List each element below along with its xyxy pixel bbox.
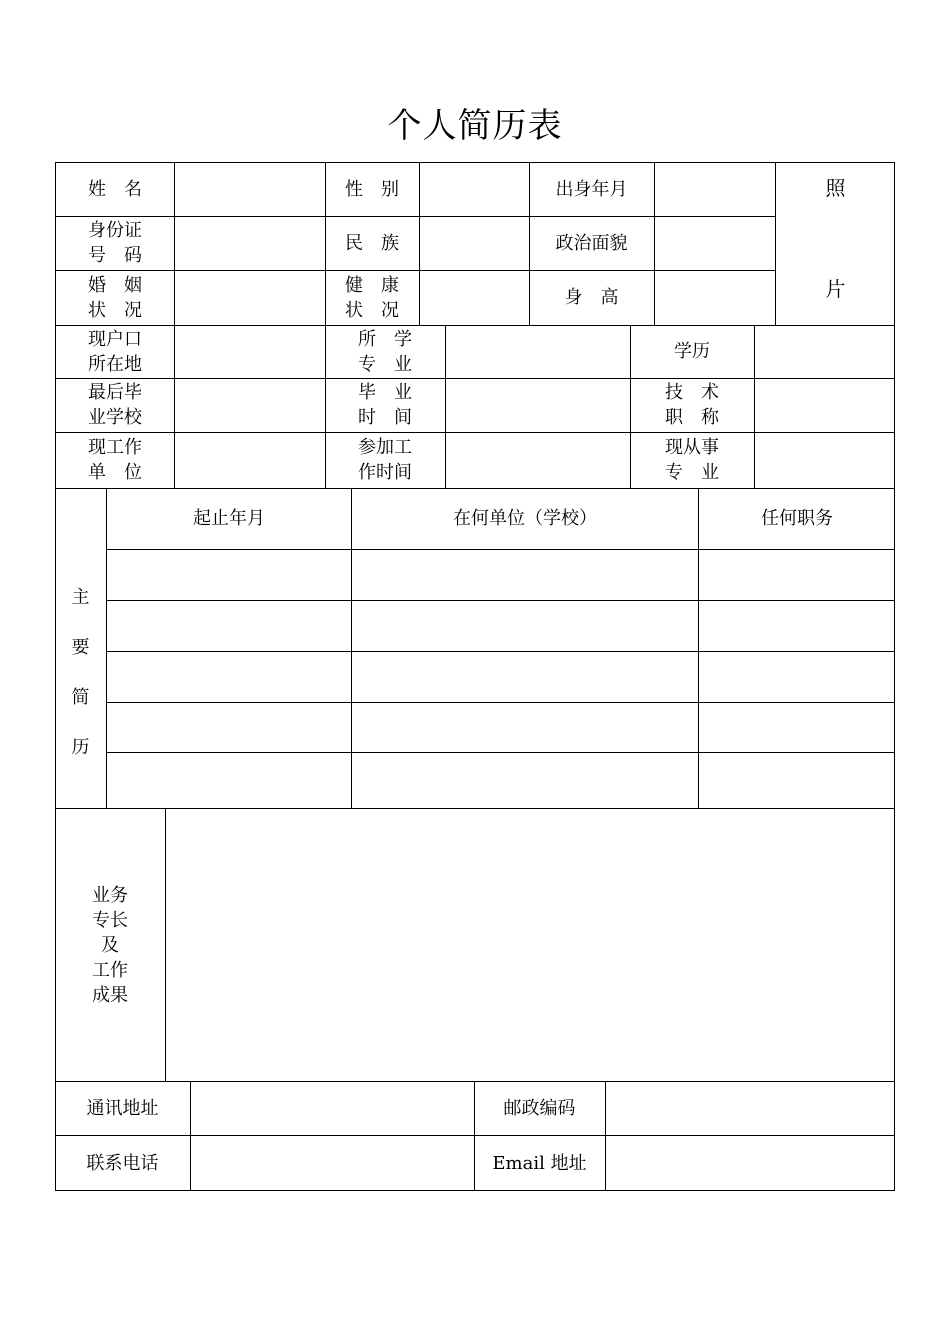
photo-label-bottom: 片 (825, 277, 846, 301)
history-cell[interactable] (699, 550, 895, 600)
photo-label-top: 照 (825, 176, 846, 200)
history-cell[interactable] (352, 753, 698, 808)
label-education: 学历 (674, 341, 710, 362)
label-skills: 业务 专长 及 工作 成果 (92, 884, 128, 1006)
field-name[interactable] (175, 162, 325, 216)
field-skills[interactable] (166, 809, 895, 1081)
history-header-position: 任何职务 (761, 508, 833, 529)
history-cell[interactable] (699, 601, 895, 651)
field-id-card[interactable] (175, 216, 325, 270)
label-grad-time: 毕 业 时 间 (358, 382, 412, 428)
history-cell[interactable] (699, 753, 895, 808)
history-cell[interactable] (107, 601, 351, 651)
field-education[interactable] (755, 325, 895, 378)
field-address[interactable] (191, 1081, 474, 1135)
label-marital: 婚 姻 状 况 (88, 274, 142, 321)
history-cell[interactable] (699, 703, 895, 752)
label-address: 通讯地址 (86, 1097, 159, 1119)
label-id-card: 身份证 号 码 (88, 220, 142, 266)
history-cell[interactable] (352, 652, 698, 702)
field-ethnicity[interactable] (420, 216, 529, 270)
history-cell[interactable] (107, 703, 351, 752)
field-major[interactable] (446, 325, 630, 378)
field-email[interactable] (606, 1135, 895, 1191)
label-employer: 现工作 单 位 (88, 437, 142, 483)
field-gender[interactable] (420, 162, 529, 216)
label-school: 最后毕 业学校 (88, 382, 142, 428)
label-height: 身 高 (564, 287, 619, 308)
field-political[interactable] (655, 216, 775, 270)
label-hukou: 现户口 所在地 (88, 328, 142, 375)
history-cell[interactable] (699, 652, 895, 702)
field-work-start[interactable] (446, 432, 630, 488)
field-employer[interactable] (175, 432, 325, 488)
photo-box[interactable] (776, 162, 895, 325)
history-side-char: 要 (71, 637, 90, 658)
field-tech-title[interactable] (755, 378, 895, 432)
field-grad-time[interactable] (446, 378, 630, 432)
history-cell[interactable] (352, 601, 698, 651)
label-current-field: 现从事 专 业 (665, 437, 719, 483)
history-cell[interactable] (352, 703, 698, 752)
history-cell[interactable] (107, 652, 351, 702)
history-side-char: 主 (71, 587, 90, 608)
history-side-char: 简 (71, 687, 90, 708)
page-title: 个人简历表 (387, 106, 563, 146)
history-cell[interactable] (107, 753, 351, 808)
field-current-field[interactable] (755, 432, 895, 488)
field-postcode[interactable] (606, 1081, 895, 1135)
label-phone: 联系电话 (86, 1152, 159, 1174)
field-phone[interactable] (191, 1135, 474, 1191)
field-birth[interactable] (655, 162, 775, 216)
label-tech-title: 技 术 职 称 (665, 382, 719, 428)
label-political: 政治面貌 (555, 232, 628, 254)
field-marital[interactable] (175, 270, 325, 325)
history-header-period: 起止年月 (193, 508, 265, 529)
label-name: 姓 名 (88, 178, 142, 200)
field-health[interactable] (420, 270, 529, 325)
history-cell[interactable] (352, 550, 698, 600)
label-email: Email 地址 (492, 1152, 587, 1174)
history-cell[interactable] (107, 550, 351, 600)
label-work-start: 参加工 作时间 (358, 437, 412, 483)
label-gender: 性 别 (345, 178, 399, 200)
field-school[interactable] (175, 378, 325, 432)
label-postcode: 邮政编码 (503, 1097, 576, 1119)
label-ethnicity: 民 族 (345, 232, 399, 254)
label-health: 健 康 状 况 (345, 274, 399, 321)
label-major: 所 学 专 业 (358, 328, 412, 375)
field-hukou[interactable] (175, 325, 325, 378)
label-birth: 出身年月 (555, 178, 628, 200)
history-side-char: 历 (71, 737, 90, 758)
history-header-unit: 在何单位（学校） (453, 508, 597, 529)
field-height[interactable] (655, 270, 775, 325)
history-side-label (55, 488, 106, 808)
